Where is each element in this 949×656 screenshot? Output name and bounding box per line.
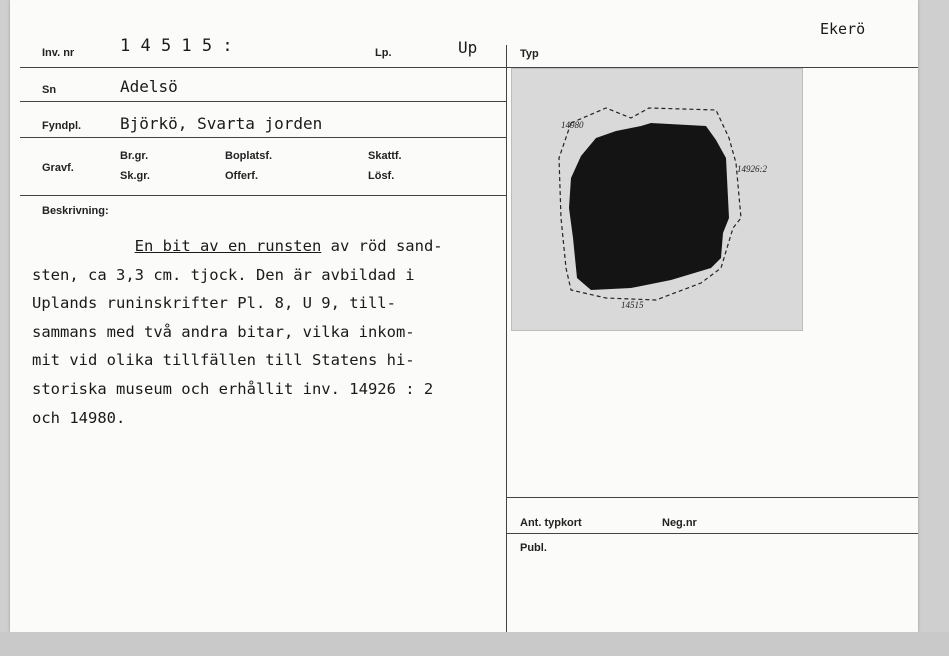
photo-label-right: 14926:2	[737, 164, 767, 174]
fyndpl-value: Björkö, Svarta jorden	[120, 114, 323, 133]
description-line-2: sten, ca 3,3 cm. tjock. Den är avbildad i	[32, 265, 415, 284]
scan-background-strip	[0, 632, 949, 656]
runestone-photo	[511, 68, 803, 331]
catalog-card	[10, 0, 918, 632]
skattf-label: Skattf.	[368, 150, 402, 162]
lp-label: Lp.	[375, 47, 392, 59]
gravf-label: Gravf.	[42, 162, 74, 174]
ant-typkort-label: Ant. typkort	[520, 517, 582, 529]
runestone-fragment-image	[511, 68, 803, 331]
photo-label-bottom: 14515	[621, 300, 644, 310]
description-line-4: sammans med två andra bitar, vilka inkom-	[32, 322, 415, 341]
divider-fyndpl	[20, 137, 506, 138]
description-line-7: och 14980.	[32, 408, 126, 427]
description-line-1-rest: av röd sand-	[321, 237, 443, 255]
description-line-1	[32, 232, 512, 261]
sn-value: Adelsö	[120, 77, 178, 96]
inv-value: 1 4 5 1 5 :	[120, 36, 233, 56]
losf-label: Lösf.	[368, 170, 395, 182]
skgr-label: Sk.gr.	[120, 170, 150, 182]
divider-publ	[506, 533, 918, 534]
description-line-5: mit vid olika tillfällen till Statens hi-	[32, 351, 415, 370]
boplatsf-label: Boplatsf.	[225, 150, 273, 162]
region-value: Ekerö	[820, 20, 866, 38]
description-line-6: storiska museum och erhållit inv. 14926 : 2	[32, 379, 434, 398]
description-underlined: En bit av en runsten	[134, 237, 322, 255]
inv-label: Inv. nr	[42, 47, 75, 59]
offerf-label: Offerf.	[225, 170, 258, 182]
lp-value: Up	[458, 38, 478, 57]
typ-label: Typ	[520, 48, 539, 60]
description-line-3: Uplands runinskrifter Pl. 8, U 9, till-	[32, 294, 396, 313]
divider-sn	[20, 101, 506, 102]
negnr-label: Neg.nr	[662, 517, 697, 529]
brgr-label: Br.gr.	[120, 150, 149, 162]
photo-label-top-left: 14980	[561, 120, 584, 130]
fyndpl-label: Fyndpl.	[42, 120, 82, 132]
description-text	[32, 232, 512, 432]
sn-label: Sn	[42, 84, 57, 96]
publ-label: Publ.	[520, 542, 547, 554]
divider-ant-typkort	[506, 497, 918, 498]
beskrivning-label: Beskrivning:	[42, 205, 109, 217]
divider-gravf	[20, 195, 506, 196]
